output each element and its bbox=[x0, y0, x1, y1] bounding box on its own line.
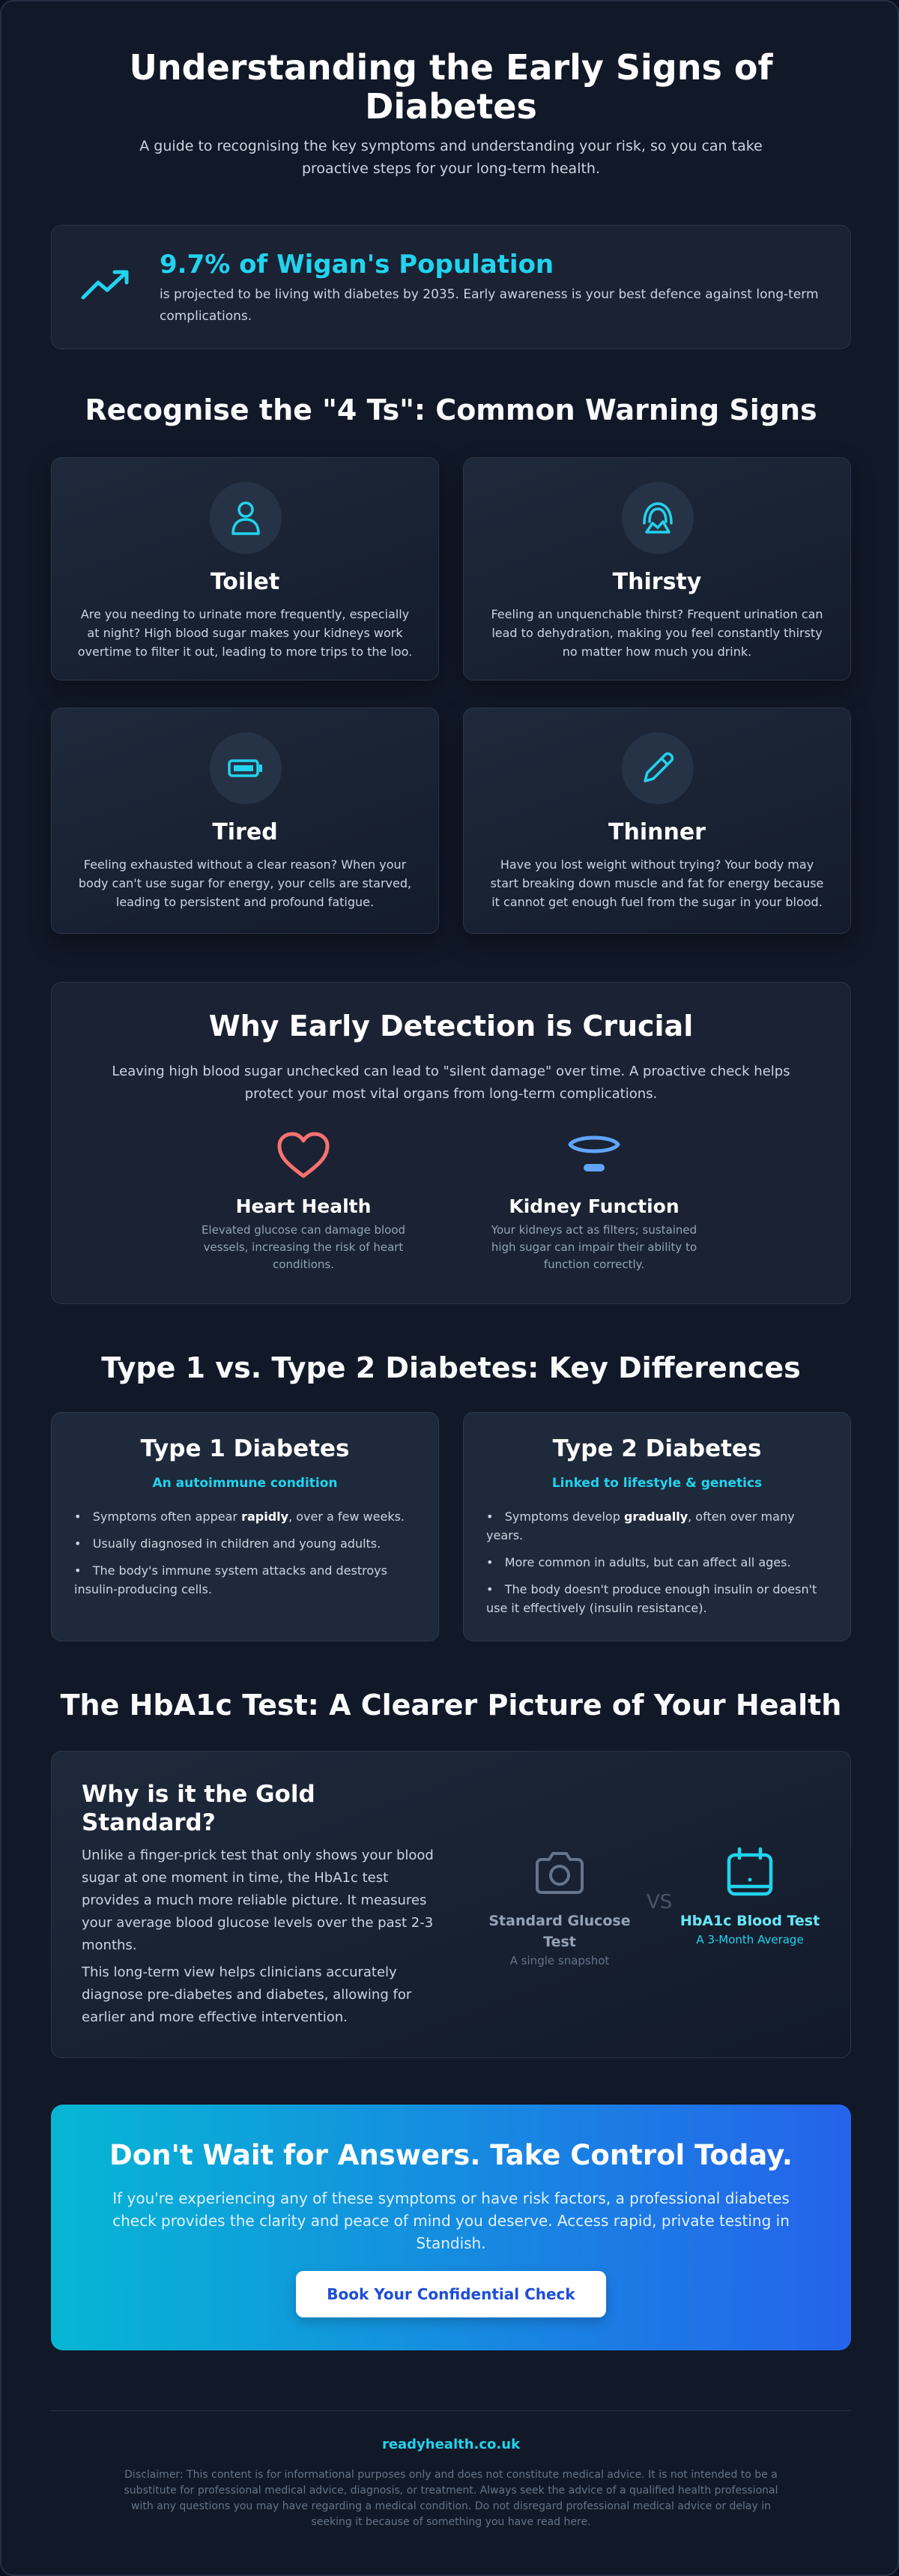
list-item: • Usually diagnosed in children and young adults. bbox=[74, 1536, 381, 1551]
compare-subtitle: A 3-Month Average bbox=[696, 1933, 804, 1946]
sign-card-title: Thinner bbox=[608, 819, 706, 845]
type-title: Type 2 Diabetes bbox=[552, 1435, 762, 1462]
type2-card bbox=[463, 1412, 851, 1641]
hba1c-panel bbox=[51, 1751, 851, 2058]
sign-card-thinner bbox=[463, 708, 851, 934]
calendar-icon bbox=[721, 1846, 778, 1900]
compare-title: Standard Glucose Test bbox=[488, 1913, 631, 1950]
why-detection-panel bbox=[51, 982, 851, 1304]
type-bullet-list bbox=[486, 1507, 828, 1626]
person-icon bbox=[227, 499, 264, 537]
list-item: • The body doesn't produce enough insulin or doesn't use it effectively (insulin resistance). bbox=[486, 1582, 817, 1615]
list-item: • The body's immune system attacks and destroys insulin-producing cells. bbox=[74, 1563, 387, 1596]
compare-hba1c-test bbox=[669, 1846, 831, 1946]
stat-callout bbox=[51, 225, 851, 349]
hba1c-section-title: The HbA1c Test: A Clearer Picture of Your Health bbox=[60, 1689, 842, 1722]
feature-text: Elevated glucose can damage blood vessels, increasing the risk of heart conditions. bbox=[201, 1223, 406, 1271]
feature-title: Kidney Function bbox=[509, 1195, 679, 1217]
vs-label: VS bbox=[647, 1891, 673, 1913]
cta-banner bbox=[51, 2105, 851, 2350]
sign-card-thirsty bbox=[463, 457, 851, 681]
type-bullet-list bbox=[74, 1507, 416, 1607]
sign-card-text: Are you needing to urinate more frequently, especially at night? High blood sugar makes your kidneys work overtime to filter it out, leading to more trips to the loo. bbox=[77, 607, 413, 659]
sign-card-toilet bbox=[51, 457, 439, 681]
sign-card-text: Have you lost weight without trying? Your body may start breaking down muscle and fat for energy because it cannot get enough fuel from the sugar in your blood. bbox=[490, 857, 824, 909]
types-section-title: Type 1 vs. Type 2 Diabetes: Key Differences bbox=[101, 1351, 801, 1384]
cta-title: Don't Wait for Answers. Take Control Today. bbox=[109, 2139, 793, 2171]
footer-site-link[interactable]: readyhealth.co.uk bbox=[381, 2437, 521, 2452]
thirst-icon bbox=[639, 499, 676, 537]
compare-title: HbA1c Blood Test bbox=[679, 1913, 820, 1929]
battery-icon bbox=[227, 749, 264, 787]
book-check-button[interactable]: Book Your Confidential Check bbox=[296, 2271, 606, 2317]
footer-divider bbox=[51, 2410, 851, 2411]
sign-card-title: Thirsty bbox=[612, 569, 702, 595]
compare-subtitle: A single snapshot bbox=[509, 1954, 610, 1967]
page-title: Understanding the Early Signs of Diabetes bbox=[129, 47, 773, 127]
hba1c-paragraph: Unlike a finger-prick test that only shows your blood sugar at one moment in time, the HbA1c test provides a much more reliable picture. It measures your average blood glucose levels over the past 2-3 months. bbox=[82, 1847, 434, 1953]
stat-text: is projected to be living with diabetes by 2035. Early awareness is your best defence against long-term complications. bbox=[160, 287, 819, 324]
sign-card-text: Feeling an unquenchable thirst? Frequent urination can lead to dehydration, making you feel constantly thirsty no matter how much you drink. bbox=[491, 607, 823, 659]
hba1c-title: Why is it the Gold Standard? bbox=[82, 1781, 315, 1836]
sign-card-title: Toilet bbox=[210, 569, 280, 595]
feature-text: Your kidneys act as filters; sustained high sugar can impair their ability to function correctly. bbox=[491, 1223, 697, 1271]
feature-title: Heart Health bbox=[235, 1195, 372, 1217]
type-subtitle: An autoimmune condition bbox=[152, 1476, 338, 1491]
stat-number: 9.7% of Wigan's Population bbox=[160, 250, 554, 280]
sign-card-text: Feeling exhausted without a clear reason? When your body can't use sugar for energy, your cells are starved, leading to persistent and profound fatigue. bbox=[78, 857, 412, 909]
list-item: • Symptoms often appear rapidly, over a few weeks. bbox=[74, 1509, 405, 1524]
trend-up-icon bbox=[80, 266, 133, 304]
kidney-icon bbox=[564, 1129, 624, 1182]
sign-card-title: Tired bbox=[212, 819, 278, 845]
feature-kidney-function bbox=[474, 1129, 714, 1273]
compare-standard-test bbox=[479, 1846, 641, 1967]
list-item: • Symptoms develop gradually, often over many years. bbox=[486, 1509, 795, 1542]
footer-disclaimer: Disclaimer: This content is for informational purposes only and does not constitute medical advice. It is not intended to be a substitute for professional medical advice, diagnosis, or treatment. Always seek the advice of a qualified health professional with any questions you may have regarding a medical condition. Do not disregard professional medical advice or delay in seeking it because of something you have read here. bbox=[124, 2469, 778, 2528]
type1-card bbox=[51, 1412, 439, 1641]
sign-card-tired bbox=[51, 708, 439, 934]
camera-icon bbox=[531, 1846, 588, 1900]
why-title: Why Early Detection is Crucial bbox=[208, 1010, 694, 1043]
heart-icon bbox=[273, 1129, 333, 1182]
page-subtitle: A guide to recognising the key symptoms and understanding your risk, so you can take proactive steps for your long-term health. bbox=[139, 138, 763, 177]
pencil-icon bbox=[639, 749, 676, 787]
type-title: Type 1 Diabetes bbox=[140, 1435, 350, 1462]
signs-section-title: Recognise the "4 Ts": Common Warning Signs bbox=[85, 393, 817, 426]
list-item: • More common in adults, but can affect all ages. bbox=[486, 1555, 791, 1569]
cta-text: If you're experiencing any of these symptoms or have risk factors, a professional diabetes check provides the clarity and peace of mind you deserve. Access rapid, private testing in Standish. bbox=[112, 2189, 790, 2252]
why-text: Leaving high blood sugar unchecked can lead to "silent damage" over time. A proactive check helps protect your most vital organs from long-term complications. bbox=[112, 1064, 790, 1102]
feature-heart-health bbox=[184, 1129, 423, 1273]
type-subtitle: Linked to lifestyle & genetics bbox=[551, 1476, 763, 1491]
hba1c-paragraph: This long-term view helps clinicians accurately diagnose pre-diabetes and diabetes, allowing for earlier and more effective intervention. bbox=[82, 1964, 412, 2025]
